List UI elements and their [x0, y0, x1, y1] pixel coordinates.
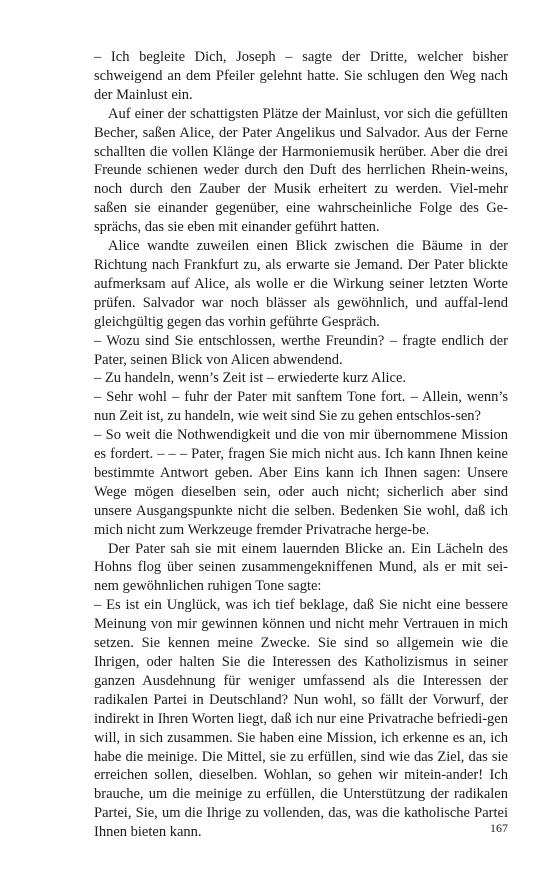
paragraph: Alice wandte zuweilen einen Blick zwischen die Bäume in der Richtung nach Frankfurt zu, als erwarte sie Jemand. Der Pater blickte aufmerksam auf Alice, als wolle er die Wirkung seiner letzten Worte prüfen. Salvador war noch blässer als gewöhnlich, und auffal-lend gleichgültig gegen das vorhin geführte Gespräch.	[94, 238, 508, 330]
paragraph: – Sehr wohl – fuhr der Pater mit sanftem Tone fort. – Allein, wenn’s nun Zeit ist, zu handeln, wie weit sind Sie zu gehen entschlos-sen?	[94, 389, 508, 425]
paragraph: Der Pater sah sie mit einem lauernden Blicke an. Ein Lächeln des Hohns flog über seinen zusammengekniffenen Mund, als er mit sei-nem gewöhnlichen ruhigen Tone sagte:	[94, 540, 508, 595]
paragraph: – Zu handeln, wenn’s Zeit ist – erwiederte kurz Alice.	[94, 370, 407, 387]
paragraph: – Es ist ein Unglück, was ich tief beklage, daß Sie nicht eine bessere Meinung von mir gewinnen können und nicht mehr Vertrauen in mich setzen. Sie kennen meine Zwecke. Sie sind so allgemein wie die Ihrigen, oder halten Sie die Interessen des Katholizismus in seiner ganzen Ausdehnung für weniger umfassend als die Interessen der radikalen Partei in Deutschland? Nun wohl, so fällt der Vorwurf, der indirekt in Ihren Worten liegt, daß ich nur eine Privatrache befriedi-gen will, in sich zusammen. Sie haben eine Mission, ich erkenne es an, ich habe die meinige. Die Mittel, sie zu erfüllen, sind wie das Ziel, das sie erreichen sollen, dieselben. Wohlan, so gehen wir mitein-ander! Ich brauche, um die meinige zu erfüllen, die Unterstützung der radikalen Partei, Sie, um die Ihrige zu vollenden, das, was die katholische Partei Ihnen bieten kann.	[94, 597, 508, 841]
paragraph: Auf einer der schattigsten Plätze der Mainlust, vor sich die gefüllten Becher, saßen Alice, der Pater Angelikus und Salvador. Aus der Ferne schallten die vollen Klänge der Harmoniemusik herüber. Aber die drei Freunde schienen weder durch den Duft des herrlichen Rhein-weins, noch durch den Zauber der Musik erheitert zu werden. Viel-mehr saßen sie einander gegenüber, eine wahrscheinliche Folge des Ge-sprächs, das sie eben mit einander geführt hatten.	[94, 105, 508, 236]
paragraph: – Ich begleite Dich, Joseph – sagte der Dritte, welcher bisher schweigend an dem Pfeiler gelehnt hatte. Sie schlugen den Weg nach der Mainlust ein.	[94, 49, 508, 103]
page-text-block	[94, 48, 508, 842]
paragraph: – Wozu sind Sie entschlossen, werthe Freundin? – fragte endlich der Pater, seinen Blick von Alicen abwendend.	[94, 332, 508, 368]
paragraph: – So weit die Nothwendigkeit und die von mir übernommene Mission es fordert. – – – Pater, fragen Sie mich nicht aus. Ich kann Ihnen keine bestimmte Antwort geben. Aber Eins kann ich Ihnen sagen: Unsere Wege mögen dieselben sein, oder auch nicht; sicherlich aber sind unsere Ausgangspunkte nicht die selben. Bedenken Sie wohl, daß ich mich nicht zum Werkzeuge fremder Privatrache herge-be.	[94, 427, 508, 538]
page-number: 167	[490, 821, 508, 835]
